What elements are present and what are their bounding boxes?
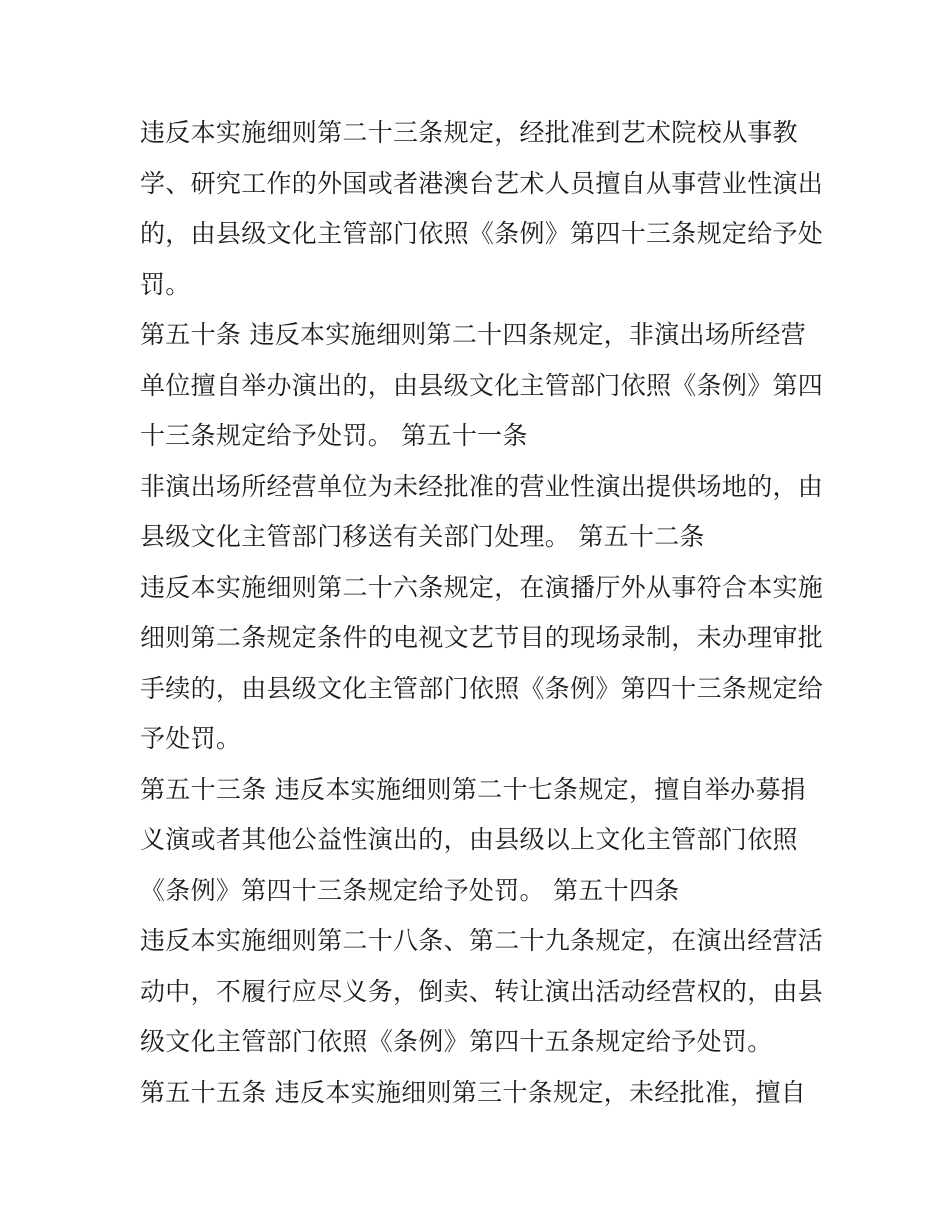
text-line: 义演或者其他公益性演出的，由县级以上文化主管部门依照	[140, 825, 798, 854]
text-line: 予处罚。	[140, 724, 242, 753]
text-line: 违反本实施细则第二十八条、第二十九条规定，在演出经营活	[140, 926, 824, 955]
text-line: 单位擅自举办演出的，由县级文化主管部门依照《条例》第四	[140, 370, 824, 400]
text-line: 动中，不履行应尽义务，倒卖、转让演出活动经营权的，由县	[140, 976, 824, 1006]
text-line: 违反本实施细则第二十三条规定，经批准到艺术院校从事教	[140, 118, 798, 147]
text-line: 手续的，由县级文化主管部门依照《条例》第四十三条规定给	[140, 673, 824, 703]
text-line: 十三条规定给予处罚。 第五十一条	[140, 421, 528, 450]
text-line: 第五十条 违反本实施细则第二十四条规定，非演出场所经营	[140, 320, 807, 349]
document-body	[140, 108, 824, 1118]
text-line: 第五十五条 违反本实施细则第三十条规定，未经批准，擅自	[140, 1077, 807, 1107]
text-line: 学、研究工作的外国或者港澳台艺术人员擅自从事营业性演出	[140, 168, 824, 198]
text-line: 细则第二条规定条件的电视文艺节目的现场录制，未办理审批	[140, 623, 824, 652]
text-line: 第五十三条 违反本实施细则第二十七条规定，擅自举办募捐	[140, 774, 807, 804]
text-line: 罚。	[140, 269, 191, 299]
text-line: 违反本实施细则第二十六条规定，在演播厅外从事符合本实施	[140, 572, 824, 602]
text-line: 县级文化主管部门移送有关部门处理。 第五十二条	[140, 522, 705, 551]
text-line: 非演出场所经营单位为未经批准的营业性演出提供场地的，由	[140, 471, 824, 501]
text-line: 《条例》第四十三条规定给予处罚。 第五十四条	[140, 875, 680, 905]
text-line: 级文化主管部门依照《条例》第四十五条规定给予处罚。	[140, 1027, 773, 1056]
text-line: 的，由县级文化主管部门依照《条例》第四十三条规定给予处	[140, 219, 824, 248]
